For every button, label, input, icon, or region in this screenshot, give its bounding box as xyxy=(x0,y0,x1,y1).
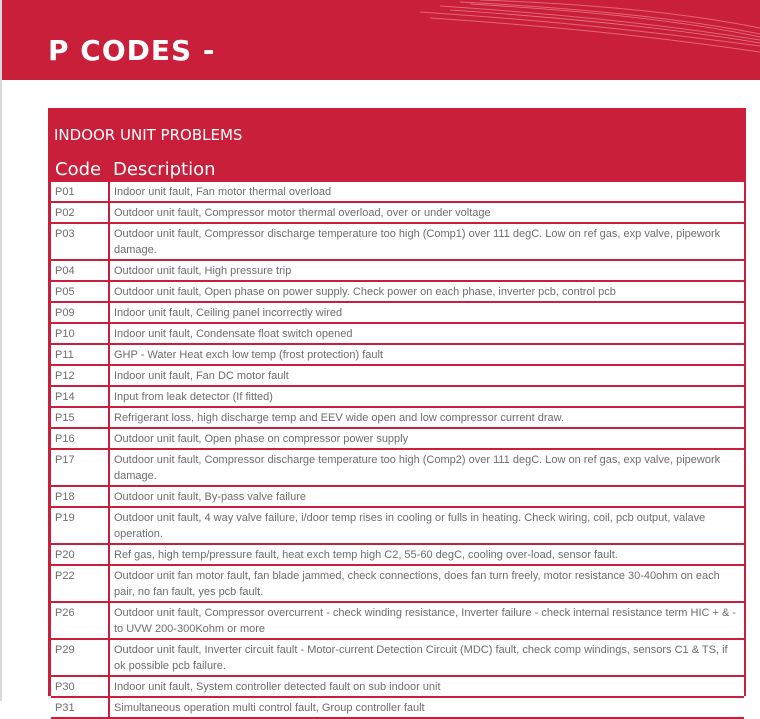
description-cell: GHP - Water Heat exch low temp (frost protection) fault xyxy=(109,344,744,365)
codes-table xyxy=(51,156,744,719)
code-cell: P31 xyxy=(51,697,109,718)
table-row xyxy=(51,386,744,407)
section-title: INDOOR UNIT PROBLEMS xyxy=(54,126,243,144)
description-cell: Outdoor unit fault, Compressor motor thermal overload, over or under voltage xyxy=(109,202,744,223)
description-cell: Outdoor unit fault, 4 way valve failure, i/door temp rises in cooling or fulls in heating. Check wiring, coil, pcb output, valave operation. xyxy=(109,507,744,544)
table-row xyxy=(51,639,744,676)
code-cell: P20 xyxy=(51,544,109,565)
code-cell: P10 xyxy=(51,323,109,344)
code-cell: P01 xyxy=(51,182,109,202)
code-cell: P26 xyxy=(51,602,109,639)
description-cell: Ref gas, high temp/pressure fault, heat exch temp high C2, 55-60 degC, cooling over-load, sensor fault. xyxy=(109,544,744,565)
description-cell: Refrigerant loss, high discharge temp and EEV wide open and low compressor current draw. xyxy=(109,407,744,428)
code-cell: P04 xyxy=(51,260,109,281)
column-header-description: Description xyxy=(109,156,744,182)
description-cell: Outdoor unit fault, Open phase on compressor power supply xyxy=(109,428,744,449)
description-cell: Indoor unit fault, Ceiling panel incorrectly wired xyxy=(109,302,744,323)
description-cell: Outdoor unit fault, Compressor overcurrent - check winding resistance, Inverter failure - check internal resistance term HIC + & - to UVW 200-300Kohm or more xyxy=(109,602,744,639)
description-cell: Outdoor unit fault, Compressor discharge temperature too high (Comp1) over 111 degC. Low on ref gas, exp valve, pipework damage. xyxy=(109,223,744,260)
column-header-code: Code xyxy=(51,156,109,182)
code-cell: P05 xyxy=(51,281,109,302)
code-cell: P02 xyxy=(51,202,109,223)
table-row xyxy=(51,323,744,344)
page-edge xyxy=(0,0,2,701)
table-row xyxy=(51,507,744,544)
code-cell: P19 xyxy=(51,507,109,544)
table-row xyxy=(51,281,744,302)
code-cell: P16 xyxy=(51,428,109,449)
code-cell: P12 xyxy=(51,365,109,386)
table-header-row xyxy=(51,156,744,182)
table-row xyxy=(51,449,744,486)
table-row xyxy=(51,365,744,386)
description-cell: Indoor unit fault, Fan DC motor fault xyxy=(109,365,744,386)
description-cell: Outdoor unit fan motor fault, fan blade jammed, check connections, does fan turn freely, motor resistance 30-40ohm on each pair, no fan fault, yes pcb fault. xyxy=(109,565,744,602)
description-cell: Outdoor unit fault, By-pass valve failure xyxy=(109,486,744,507)
description-cell: Outdoor unit fault, High pressure trip xyxy=(109,260,744,281)
table-row xyxy=(51,602,744,639)
table-row xyxy=(51,486,744,507)
description-cell: Simultaneous operation multi control fault, Group controller fault xyxy=(109,697,744,718)
code-cell: P29 xyxy=(51,639,109,676)
code-cell: P17 xyxy=(51,449,109,486)
code-cell: P30 xyxy=(51,676,109,697)
table-row xyxy=(51,565,744,602)
description-cell: Input from leak detector (If fitted) xyxy=(109,386,744,407)
description-cell: Outdoor unit fault, Inverter circuit fault - Motor-current Detection Circuit (MDC) fault, check comp windings, sensors C1 & TS, if ok possible pcb failure. xyxy=(109,639,744,676)
table-row xyxy=(51,344,744,365)
table-row xyxy=(51,428,744,449)
description-cell: Indoor unit fault, Fan motor thermal overload xyxy=(109,182,744,202)
code-cell: P18 xyxy=(51,486,109,507)
code-cell: P09 xyxy=(51,302,109,323)
code-cell: P03 xyxy=(51,223,109,260)
table-row xyxy=(51,202,744,223)
code-cell: P11 xyxy=(51,344,109,365)
swoosh-decoration xyxy=(420,0,760,80)
table-row xyxy=(51,544,744,565)
table-row xyxy=(51,182,744,202)
code-cell: P14 xyxy=(51,386,109,407)
description-cell: Indoor unit fault, Condensate float switch opened xyxy=(109,323,744,344)
table-row xyxy=(51,223,744,260)
table-row xyxy=(51,260,744,281)
table-body xyxy=(51,182,744,718)
description-cell: Outdoor unit fault, Open phase on power supply. Check power on each phase, inverter pcb, control pcb xyxy=(109,281,744,302)
code-cell: P22 xyxy=(51,565,109,602)
table-row xyxy=(51,302,744,323)
description-cell: Indoor unit fault, System controller detected fault on sub indoor unit xyxy=(109,676,744,697)
description-cell: Outdoor unit fault, Compressor discharge temperature too high (Comp2) over 111 degC. Low on ref gas, exp valve, pipework damage. xyxy=(109,449,744,486)
page-title: P CODES - xyxy=(48,34,216,67)
table-row xyxy=(51,407,744,428)
table-row xyxy=(51,697,744,718)
table-row xyxy=(51,676,744,697)
code-cell: P15 xyxy=(51,407,109,428)
